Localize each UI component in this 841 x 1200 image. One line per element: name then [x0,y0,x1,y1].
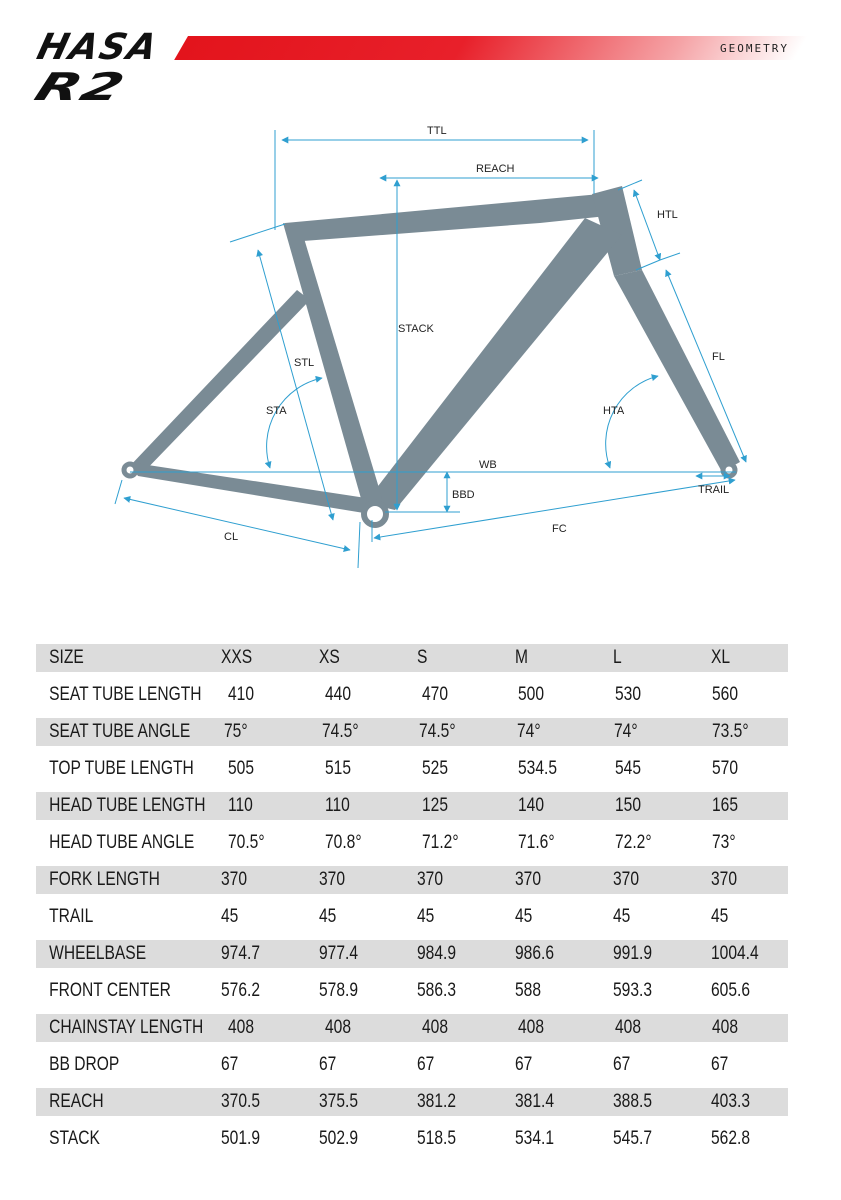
table-cell: 570 [712,757,739,779]
table-cell: 408 [228,1016,254,1038]
brand-logo-model: R2 [29,65,132,109]
table-cell: 165 [712,794,739,816]
table-row-band [36,1088,788,1116]
table-cell: 74° [614,720,638,742]
table-cell: 74° [516,720,541,742]
table-cell: M [515,646,529,668]
table-cell: 408 [615,1016,642,1038]
table-row-label: TRAIL [49,905,94,927]
label-cl: CL [224,531,239,543]
htl-dimension [634,190,660,260]
table-row [36,935,788,972]
table-cell: 150 [615,794,642,816]
table-cell: 562.8 [711,1127,751,1149]
table-cell: S [417,646,428,668]
table-cell: 986.6 [515,942,555,964]
table-cell: 470 [421,683,448,705]
label-sta: STA [266,405,287,417]
table-cell: 74.5° [419,720,456,742]
table-cell: 578.9 [319,979,359,1001]
table-cell: 370 [417,868,444,890]
table-row-label: FORK LENGTH [49,868,160,890]
table-row [36,824,788,861]
table-cell: 408 [518,1016,545,1038]
table-row-band [36,1125,788,1153]
table-row [36,1120,788,1157]
rear-dropout [124,464,136,476]
table-cell: 110 [228,794,253,816]
table-cell: 576.2 [221,979,261,1001]
table-cell: 408 [421,1016,448,1038]
table-cell: 560 [712,683,739,705]
table-cell: 375.5 [319,1090,359,1112]
table-row-band [36,1014,788,1042]
table-row-band [36,977,788,1005]
header-red-stripe [174,36,808,60]
label-bbd: BBD [452,489,475,501]
label-fc: FC [552,523,567,535]
table-cell: 71.6° [518,831,555,853]
seat-stay [128,290,310,476]
table-cell: 370 [711,868,738,890]
table-cell: 45 [711,905,729,927]
label-fl: FL [712,351,725,363]
table-row-band [36,755,788,783]
table-cell: 370 [319,868,346,890]
table-row-band [36,1051,788,1079]
table-row-label: SEAT TUBE LENGTH [49,683,202,705]
table-row [36,972,788,1009]
table-row-band [36,829,788,857]
table-cell: 534.5 [518,757,558,779]
table-cell: 545 [615,757,642,779]
table-cell: 67 [711,1053,729,1075]
table-cell: 370.5 [221,1090,261,1112]
fork-dropout [723,464,735,476]
table-cell: 72.2° [615,831,652,853]
label-stl: STL [294,357,315,369]
table-row-band [36,644,788,672]
table-cell: 71.2° [421,831,459,853]
label-hta: HTA [603,405,625,417]
table-cell: 70.5° [228,831,265,853]
table-row [36,1009,788,1046]
table-cell: 110 [324,794,350,816]
table-row-label: WHEELBASE [49,942,147,964]
table-cell: 370 [515,868,542,890]
table-cell: 67 [417,1053,435,1075]
page-label-geometry: GEOMETRY [720,42,789,55]
table-row [36,1083,788,1120]
table-cell: 974.7 [221,942,261,964]
table-row-band [36,903,788,931]
table-cell: XL [711,646,731,668]
chain-stay [128,462,370,514]
table-cell: 370 [221,868,248,890]
label-stack: STACK [398,323,434,335]
bike-frame [128,186,740,514]
table-row-label: CHAINSTAY LENGTH [49,1016,204,1038]
table-cell: 408 [324,1016,351,1038]
table-header-row [36,639,788,676]
table-cell: 408 [712,1016,739,1038]
hta-angle-arc [606,376,658,468]
table-cell: 518.5 [417,1127,457,1149]
table-cell: 991.9 [613,942,653,964]
table-row-label: BB DROP [49,1053,120,1075]
table-cell: 45 [515,905,533,927]
frame-geometry-diagram [0,110,841,580]
table-row [36,676,788,713]
table-row-label: SIZE [49,646,84,668]
table-cell: 381.4 [515,1090,555,1112]
label-trail: TRAIL [698,484,730,496]
table-cell: 1004.4 [711,942,759,964]
geometry-table [36,639,788,1157]
table-cell: L [613,646,622,668]
label-wb: WB [479,459,497,471]
brand-logo-hasa: HASA [33,27,164,68]
page-header [0,0,841,110]
table-cell: 45 [417,905,435,927]
table-cell: 45 [319,905,337,927]
table-cell: 74.5° [321,720,359,742]
table-row-band [36,792,788,820]
table-row [36,1046,788,1083]
table-cell: 530 [615,683,642,705]
table-cell: 410 [228,683,254,705]
top-tube [285,194,607,242]
table-row-label: TOP TUBE LENGTH [49,757,194,779]
table-cell: 67 [319,1053,337,1075]
table-cell: 588 [515,979,542,1001]
table-row-label: HEAD TUBE ANGLE [49,831,195,853]
table-row [36,750,788,787]
table-cell: 515 [324,757,351,779]
table-cell: 593.3 [613,979,653,1001]
table-cell: 140 [518,794,545,816]
table-row [36,898,788,935]
table-cell: 381.2 [417,1090,457,1112]
table-row-label: STACK [49,1127,100,1149]
sta-angle-arc [267,378,322,468]
table-cell: 70.8° [324,831,362,853]
table-cell: 505 [228,757,254,779]
label-reach: REACH [476,163,515,175]
table-cell: 125 [421,794,448,816]
table-cell: 388.5 [613,1090,653,1112]
table-row [36,861,788,898]
table-row-band [36,681,788,709]
table-row-label: HEAD TUBE LENGTH [49,794,206,816]
table-cell: 984.9 [417,942,457,964]
label-htl: HTL [657,209,678,221]
table-row-band [36,718,788,746]
table-cell: 501.9 [221,1127,261,1149]
table-cell: 440 [324,683,351,705]
table-cell: 75° [224,720,248,742]
table-row [36,713,788,750]
table-cell: XS [319,646,340,668]
table-cell: 370 [613,868,640,890]
table-cell: 605.6 [711,979,751,1001]
label-ttl: TTL [427,125,447,137]
table-cell: 502.9 [319,1127,359,1149]
table-row-label: REACH [49,1090,104,1112]
table-cell: 67 [613,1053,631,1075]
table-cell: 403.3 [711,1090,751,1112]
stl-dimension [258,250,333,520]
table-cell: 500 [518,683,545,705]
bottom-bracket [364,503,386,525]
table-row-band [36,940,788,968]
table-row-label: FRONT CENTER [49,979,171,1001]
table-cell: 586.3 [417,979,457,1001]
table-cell: 45 [613,905,631,927]
table-cell: 545.7 [613,1127,653,1149]
table-cell: 534.1 [515,1127,555,1149]
table-row-label: SEAT TUBE ANGLE [49,720,191,742]
table-cell: 73° [712,831,736,853]
table-cell: 73.5° [711,720,749,742]
table-row [36,787,788,824]
table-cell: 67 [221,1053,239,1075]
table-cell: XXS [221,646,253,668]
table-cell: 977.4 [319,942,359,964]
table-cell: 525 [421,757,448,779]
table-cell: 45 [221,905,239,927]
table-cell: 67 [515,1053,533,1075]
table-row-band [36,866,788,894]
fork [614,270,740,472]
